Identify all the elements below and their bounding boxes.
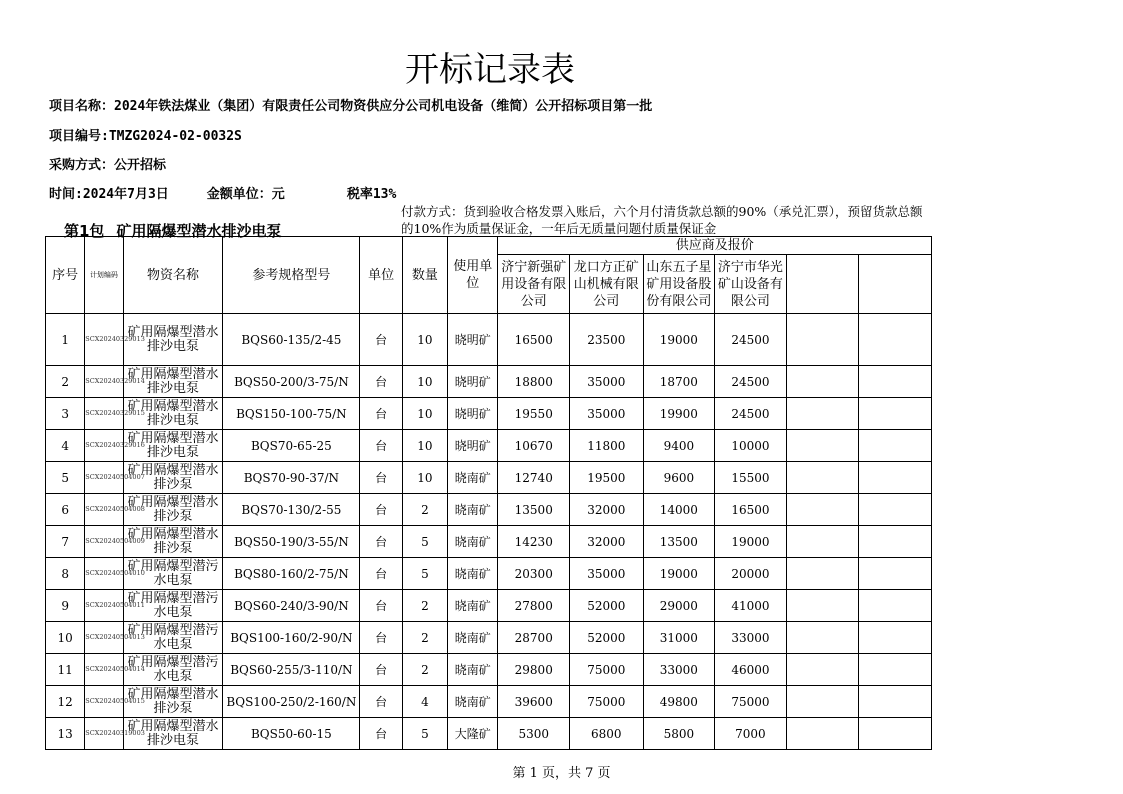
row-empty-cell xyxy=(786,558,859,590)
table-row xyxy=(46,494,932,526)
row-price-supplier-1: 16500 xyxy=(498,314,570,366)
row-user-unit: 大隆矿 xyxy=(448,718,498,750)
row-seq: 12 xyxy=(46,686,85,718)
row-unit: 台 xyxy=(360,654,402,686)
row-price-supplier-2: 52000 xyxy=(570,622,644,654)
row-plan-code: SCX20240504007 xyxy=(85,462,123,494)
row-material-name: 矿用隔爆型潜污水电泵 xyxy=(123,654,223,686)
row-price-supplier-1: 27800 xyxy=(498,590,570,622)
row-material-name: 矿用隔爆型潜水排沙泵 xyxy=(123,686,223,718)
row-unit: 台 xyxy=(360,558,402,590)
bid-table xyxy=(45,236,932,750)
row-price-supplier-1: 19550 xyxy=(498,398,570,430)
row-price-supplier-4: 24500 xyxy=(715,398,787,430)
row-price-supplier-1: 28700 xyxy=(498,622,570,654)
header-seq: 序号 xyxy=(46,237,85,314)
row-seq: 10 xyxy=(46,622,85,654)
row-qty: 2 xyxy=(402,590,447,622)
row-price-supplier-2: 23500 xyxy=(570,314,644,366)
row-material-name: 矿用隔爆型潜水排沙电泵 xyxy=(123,718,223,750)
row-price-supplier-1: 10670 xyxy=(498,430,570,462)
row-spec: BQS60-135/2-45 xyxy=(223,314,360,366)
header-supplier-2: 龙口方正矿山机械有限公司 xyxy=(570,255,644,314)
row-qty: 2 xyxy=(402,622,447,654)
row-unit: 台 xyxy=(360,718,402,750)
row-price-supplier-4: 19000 xyxy=(715,526,787,558)
row-spec: BQS50-60-15 xyxy=(223,718,360,750)
row-price-supplier-1: 18800 xyxy=(498,366,570,398)
row-material-name: 矿用隔爆型潜水排沙电泵 xyxy=(123,398,223,430)
header-unit: 单位 xyxy=(360,237,402,314)
row-material-name: 矿用隔爆型潜污水电泵 xyxy=(123,590,223,622)
row-price-supplier-3: 13500 xyxy=(643,526,715,558)
row-seq: 3 xyxy=(46,398,85,430)
row-spec: BQS50-190/3-55/N xyxy=(223,526,360,558)
row-qty: 10 xyxy=(402,430,447,462)
row-qty: 10 xyxy=(402,314,447,366)
row-qty: 5 xyxy=(402,526,447,558)
table-row xyxy=(46,366,932,398)
row-user-unit: 晓明矿 xyxy=(448,430,498,462)
row-spec: BQS70-65-25 xyxy=(223,430,360,462)
row-price-supplier-3: 9600 xyxy=(643,462,715,494)
row-spec: BQS80-160/2-75/N xyxy=(223,558,360,590)
row-empty-cell xyxy=(786,462,859,494)
row-spec: BQS150-100-75/N xyxy=(223,398,360,430)
row-spec: BQS100-160/2-90/N xyxy=(223,622,360,654)
table-row xyxy=(46,622,932,654)
row-spec: BQS60-255/3-110/N xyxy=(223,654,360,686)
row-price-supplier-4: 24500 xyxy=(715,314,787,366)
row-seq: 5 xyxy=(46,462,85,494)
row-empty-cell xyxy=(859,590,932,622)
row-price-supplier-3: 19000 xyxy=(643,558,715,590)
row-price-supplier-3: 19900 xyxy=(643,398,715,430)
table-row xyxy=(46,430,932,462)
row-qty: 4 xyxy=(402,686,447,718)
row-price-supplier-1: 5300 xyxy=(498,718,570,750)
row-spec: BQS70-90-37/N xyxy=(223,462,360,494)
bid-date: 时间:2024年7月3日 xyxy=(49,187,169,202)
row-unit: 台 xyxy=(360,526,402,558)
row-plan-code: SCX20240504008 xyxy=(85,494,123,526)
row-empty-cell xyxy=(859,398,932,430)
table-row xyxy=(46,558,932,590)
row-qty: 10 xyxy=(402,398,447,430)
row-user-unit: 晓明矿 xyxy=(448,398,498,430)
row-unit: 台 xyxy=(360,398,402,430)
header-user-unit: 使用单位 xyxy=(448,237,498,314)
row-empty-cell xyxy=(859,462,932,494)
row-seq: 1 xyxy=(46,314,85,366)
row-price-supplier-4: 24500 xyxy=(715,366,787,398)
row-price-supplier-4: 15500 xyxy=(715,462,787,494)
row-material-name: 矿用隔爆型潜水排沙电泵 xyxy=(123,366,223,398)
row-user-unit: 晓南矿 xyxy=(448,494,498,526)
row-price-supplier-1: 39600 xyxy=(498,686,570,718)
table-row xyxy=(46,314,932,366)
row-price-supplier-2: 35000 xyxy=(570,366,644,398)
row-empty-cell xyxy=(786,314,859,366)
row-material-name: 矿用隔爆型潜水排沙电泵 xyxy=(123,430,223,462)
row-price-supplier-4: 33000 xyxy=(715,622,787,654)
table-row xyxy=(46,718,932,750)
row-user-unit: 晓南矿 xyxy=(448,558,498,590)
header-plan-code: 计划编码 xyxy=(85,237,123,314)
row-plan-code: SCX20240504015 xyxy=(85,686,123,718)
row-qty: 10 xyxy=(402,462,447,494)
row-empty-cell xyxy=(786,590,859,622)
row-price-supplier-3: 19000 xyxy=(643,314,715,366)
row-plan-code: SCX20240329015 xyxy=(85,398,123,430)
row-price-supplier-3: 5800 xyxy=(643,718,715,750)
table-row xyxy=(46,686,932,718)
row-plan-code: SCX20240319003 xyxy=(85,718,123,750)
row-empty-cell xyxy=(786,398,859,430)
row-seq: 9 xyxy=(46,590,85,622)
row-price-supplier-1: 12740 xyxy=(498,462,570,494)
row-material-name: 矿用隔爆型潜水排沙泵 xyxy=(123,462,223,494)
row-price-supplier-4: 46000 xyxy=(715,654,787,686)
row-material-name: 矿用隔爆型潜污水电泵 xyxy=(123,558,223,590)
row-qty: 2 xyxy=(402,654,447,686)
header-supplier-1: 济宁新强矿用设备有限公司 xyxy=(498,255,570,314)
header-spec: 参考规格型号 xyxy=(223,237,360,314)
row-user-unit: 晓明矿 xyxy=(448,314,498,366)
row-seq: 11 xyxy=(46,654,85,686)
row-price-supplier-3: 9400 xyxy=(643,430,715,462)
header-supplier-5 xyxy=(786,255,859,314)
row-seq: 6 xyxy=(46,494,85,526)
payment-terms: 付款方式：货到验收合格发票入账后，六个月付清货款总额的90%（承兑汇票），预留货款总额的10%作为质量保证金，一年后无质量问题付质量保证金 xyxy=(401,204,923,236)
row-unit: 台 xyxy=(360,622,402,654)
row-price-supplier-2: 52000 xyxy=(570,590,644,622)
row-material-name: 矿用隔爆型潜水排沙泵 xyxy=(123,494,223,526)
row-price-supplier-3: 14000 xyxy=(643,494,715,526)
row-spec: BQS60-240/3-90/N xyxy=(223,590,360,622)
table-row xyxy=(46,654,932,686)
row-empty-cell xyxy=(786,366,859,398)
row-material-name: 矿用隔爆型潜水排沙电泵 xyxy=(123,314,223,366)
row-empty-cell xyxy=(859,718,932,750)
row-empty-cell xyxy=(859,558,932,590)
row-unit: 台 xyxy=(360,590,402,622)
table-row xyxy=(46,526,932,558)
row-price-supplier-4: 75000 xyxy=(715,686,787,718)
row-unit: 台 xyxy=(360,366,402,398)
row-empty-cell xyxy=(786,686,859,718)
row-plan-code: SCX20240504014 xyxy=(85,654,123,686)
row-empty-cell xyxy=(786,654,859,686)
row-empty-cell xyxy=(859,622,932,654)
header-supplier-6 xyxy=(859,255,932,314)
row-qty: 5 xyxy=(402,558,447,590)
table-row xyxy=(46,590,932,622)
purchase-method: 采购方式：公开招标 xyxy=(49,158,167,173)
row-price-supplier-3: 29000 xyxy=(643,590,715,622)
row-user-unit: 晓南矿 xyxy=(448,622,498,654)
row-plan-code: SCX20240504010 xyxy=(85,558,123,590)
header-qty: 数量 xyxy=(402,237,447,314)
table-row xyxy=(46,398,932,430)
row-plan-code: SCX20240329014 xyxy=(85,366,123,398)
row-spec: BQS70-130/2-55 xyxy=(223,494,360,526)
row-price-supplier-1: 20300 xyxy=(498,558,570,590)
header-material-name: 物资名称 xyxy=(123,237,223,314)
package-number: 第1包 xyxy=(64,222,105,240)
row-user-unit: 晓明矿 xyxy=(448,366,498,398)
row-spec: BQS100-250/2-160/N xyxy=(223,686,360,718)
row-price-supplier-1: 14230 xyxy=(498,526,570,558)
header-suppliers-group: 供应商及报价 xyxy=(498,237,932,255)
package-name: 矿用隔爆型潜水排沙电泵 xyxy=(116,222,282,240)
row-price-supplier-4: 10000 xyxy=(715,430,787,462)
row-unit: 台 xyxy=(360,430,402,462)
row-plan-code: SCX20240504009 xyxy=(85,526,123,558)
row-price-supplier-2: 32000 xyxy=(570,494,644,526)
row-empty-cell xyxy=(786,526,859,558)
row-empty-cell xyxy=(786,718,859,750)
row-user-unit: 晓南矿 xyxy=(448,590,498,622)
row-price-supplier-4: 16500 xyxy=(715,494,787,526)
row-user-unit: 晓南矿 xyxy=(448,526,498,558)
row-material-name: 矿用隔爆型潜污水电泵 xyxy=(123,622,223,654)
row-price-supplier-4: 41000 xyxy=(715,590,787,622)
row-qty: 2 xyxy=(402,494,447,526)
row-seq: 2 xyxy=(46,366,85,398)
row-price-supplier-2: 19500 xyxy=(570,462,644,494)
row-qty: 5 xyxy=(402,718,447,750)
row-plan-code: SCX20240504011 xyxy=(85,590,123,622)
row-material-name: 矿用隔爆型潜水排沙泵 xyxy=(123,526,223,558)
row-qty: 10 xyxy=(402,366,447,398)
row-price-supplier-1: 29800 xyxy=(498,654,570,686)
row-user-unit: 晓南矿 xyxy=(448,654,498,686)
date-line xyxy=(49,183,396,202)
header-supplier-4: 济宁市华光矿山设备有限公司 xyxy=(715,255,787,314)
row-price-supplier-3: 31000 xyxy=(643,622,715,654)
row-unit: 台 xyxy=(360,686,402,718)
row-empty-cell xyxy=(859,686,932,718)
row-plan-code: SCX20240329013 xyxy=(85,314,123,366)
row-plan-code: SCX20240504013 xyxy=(85,622,123,654)
row-price-supplier-2: 32000 xyxy=(570,526,644,558)
row-unit: 台 xyxy=(360,314,402,366)
row-user-unit: 晓南矿 xyxy=(448,462,498,494)
row-price-supplier-2: 75000 xyxy=(570,686,644,718)
row-empty-cell xyxy=(859,430,932,462)
row-user-unit: 晓南矿 xyxy=(448,686,498,718)
row-unit: 台 xyxy=(360,494,402,526)
row-seq: 4 xyxy=(46,430,85,462)
row-spec: BQS50-200/3-75/N xyxy=(223,366,360,398)
table-row xyxy=(46,462,932,494)
row-price-supplier-3: 18700 xyxy=(643,366,715,398)
row-price-supplier-3: 33000 xyxy=(643,654,715,686)
row-price-supplier-2: 35000 xyxy=(570,398,644,430)
row-price-supplier-2: 6800 xyxy=(570,718,644,750)
row-seq: 8 xyxy=(46,558,85,590)
row-empty-cell xyxy=(786,430,859,462)
row-unit: 台 xyxy=(360,462,402,494)
header-supplier-3: 山东五子星矿用设备股份有限公司 xyxy=(643,255,715,314)
row-empty-cell xyxy=(859,494,932,526)
row-empty-cell xyxy=(859,366,932,398)
page-indicator: 第 1 页，共 7 页 xyxy=(512,766,611,781)
row-price-supplier-2: 11800 xyxy=(570,430,644,462)
row-empty-cell xyxy=(859,314,932,366)
row-price-supplier-4: 7000 xyxy=(715,718,787,750)
row-empty-cell xyxy=(786,622,859,654)
row-price-supplier-1: 13500 xyxy=(498,494,570,526)
row-price-supplier-2: 35000 xyxy=(570,558,644,590)
tax-rate: 税率13% xyxy=(346,187,397,202)
row-empty-cell xyxy=(786,494,859,526)
row-price-supplier-3: 49800 xyxy=(643,686,715,718)
row-empty-cell xyxy=(859,654,932,686)
document-title: 开标记录表 xyxy=(405,50,575,90)
row-seq: 7 xyxy=(46,526,85,558)
project-name: 项目名称：2024年铁法煤业（集团）有限责任公司物资供应分公司机电设备（维简）公开招标项目第一批 xyxy=(49,99,653,114)
row-seq: 13 xyxy=(46,718,85,750)
row-price-supplier-2: 75000 xyxy=(570,654,644,686)
row-price-supplier-4: 20000 xyxy=(715,558,787,590)
row-plan-code: SCX20240329016 xyxy=(85,430,123,462)
amount-unit: 金额单位：元 xyxy=(206,187,285,202)
project-number: 项目编号:TMZG2024-02-0032S xyxy=(49,129,242,144)
row-empty-cell xyxy=(859,526,932,558)
